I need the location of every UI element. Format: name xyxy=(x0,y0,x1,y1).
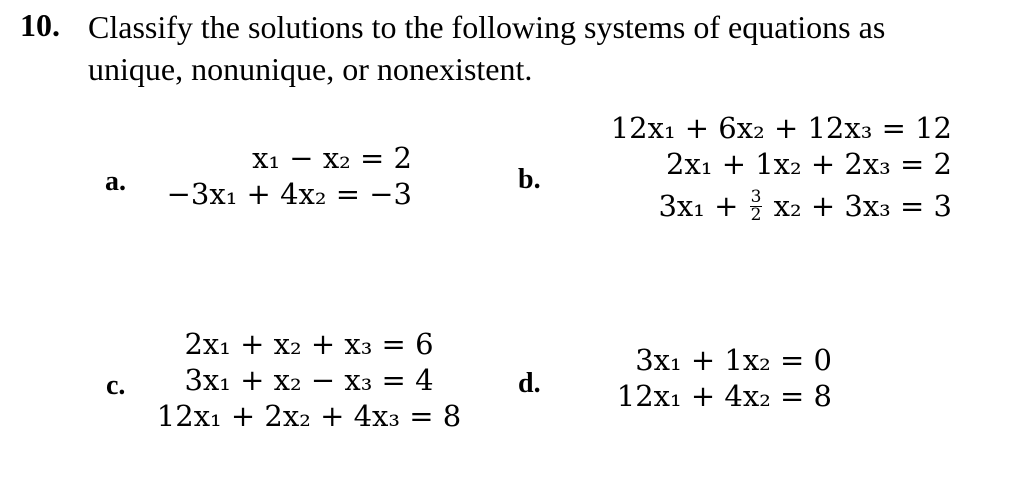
system-c-eq-2: 3x₁ + x₂ − x₃ = 4 xyxy=(184,363,434,397)
fraction-three-halves xyxy=(750,186,763,225)
system-a-eq-2: −3x₁ + 4x₂ = −3 xyxy=(166,177,412,211)
system-b-eq-2: 2x₁ + 1x₂ + 2x₃ = 2 xyxy=(666,147,952,181)
fraction-numerator: 3 xyxy=(750,186,762,207)
system-c xyxy=(150,326,468,434)
system-d-eq-1: 3x₁ + 1x₂ = 0 xyxy=(635,343,832,377)
label-d: d. xyxy=(518,368,541,399)
problem-number: 10. xyxy=(20,7,60,43)
system-a-eq-1: x₁ − x₂ = 2 xyxy=(252,141,412,175)
system-c-eq-3: 12x₁ + 2x₂ + 4x₃ = 8 xyxy=(156,399,462,433)
system-b-eq-3-before: 3x₁ + xyxy=(658,189,739,223)
problem-prompt: Classify the solutions to the following systems of equations as unique, nonunique, or nonexistent. xyxy=(88,9,886,87)
system-b-eq-1: 12x₁ + 6x₂ + 12x₃ = 12 xyxy=(610,111,952,145)
fraction-denominator: 2 xyxy=(750,204,762,225)
system-b-eq-3-after: x₂ + 3x₃ = 3 xyxy=(773,189,952,223)
label-c: c. xyxy=(106,370,126,401)
system-a xyxy=(150,140,412,212)
label-b: b. xyxy=(518,164,541,195)
system-d xyxy=(590,342,832,414)
system-b xyxy=(592,110,952,224)
label-a: a. xyxy=(105,166,126,197)
system-d-eq-2: 12x₁ + 4x₂ = 8 xyxy=(616,379,832,413)
system-b-eq-3 xyxy=(592,188,952,224)
system-c-eq-1: 2x₁ + x₂ + x₃ = 6 xyxy=(184,327,434,361)
